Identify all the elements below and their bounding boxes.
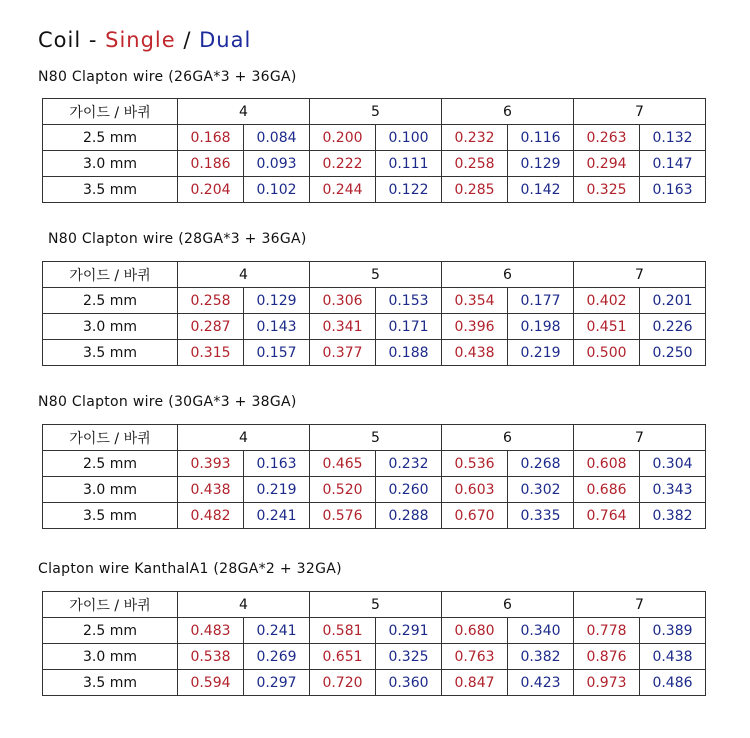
- dual-value-cell: 0.111: [376, 151, 442, 177]
- wrap-count-header-cell: 5: [310, 99, 442, 125]
- dual-value-cell: 0.153: [376, 288, 442, 314]
- single-value-cell: 0.402: [574, 288, 640, 314]
- dual-value-cell: 0.084: [244, 125, 310, 151]
- dual-value-cell: 0.241: [244, 503, 310, 529]
- single-value-cell: 0.482: [178, 503, 244, 529]
- single-value-cell: 0.204: [178, 177, 244, 203]
- dual-value-cell: 0.360: [376, 670, 442, 696]
- table-row: [43, 177, 706, 203]
- table-heading: N80 Clapton wire (30GA*3 + 38GA): [38, 394, 297, 410]
- dual-value-cell: 0.304: [640, 451, 706, 477]
- row-label-cell: 3.5 mm: [43, 670, 178, 696]
- wrap-count-header-cell: 7: [574, 99, 706, 125]
- dual-value-cell: 0.100: [376, 125, 442, 151]
- wrap-count-header-cell: 4: [178, 425, 310, 451]
- table-row: [43, 340, 706, 366]
- header-label-cell: 가이드 / 바퀴: [43, 592, 178, 618]
- single-value-cell: 0.315: [178, 340, 244, 366]
- single-value-cell: 0.581: [310, 618, 376, 644]
- single-value-cell: 0.500: [574, 340, 640, 366]
- single-value-cell: 0.258: [442, 151, 508, 177]
- single-value-cell: 0.576: [310, 503, 376, 529]
- resistance-table: [42, 424, 706, 529]
- dual-value-cell: 0.116: [508, 125, 574, 151]
- table-row: [43, 151, 706, 177]
- row-label-cell: 2.5 mm: [43, 125, 178, 151]
- header-label-cell: 가이드 / 바퀴: [43, 262, 178, 288]
- title-single: Single: [105, 28, 176, 52]
- single-value-cell: 0.651: [310, 644, 376, 670]
- single-value-cell: 0.465: [310, 451, 376, 477]
- wrap-count-header-cell: 5: [310, 592, 442, 618]
- row-label-cell: 3.5 mm: [43, 177, 178, 203]
- resistance-table: [42, 591, 706, 696]
- dual-value-cell: 0.143: [244, 314, 310, 340]
- single-value-cell: 0.520: [310, 477, 376, 503]
- wrap-count-header-cell: 5: [310, 262, 442, 288]
- dual-value-cell: 0.250: [640, 340, 706, 366]
- single-value-cell: 0.764: [574, 503, 640, 529]
- wrap-count-header-cell: 7: [574, 592, 706, 618]
- single-value-cell: 0.720: [310, 670, 376, 696]
- table-row: [43, 618, 706, 644]
- single-value-cell: 0.325: [574, 177, 640, 203]
- table-row: [43, 670, 706, 696]
- dual-value-cell: 0.269: [244, 644, 310, 670]
- dual-value-cell: 0.382: [508, 644, 574, 670]
- table-row: [43, 314, 706, 340]
- dual-value-cell: 0.335: [508, 503, 574, 529]
- row-label-cell: 3.5 mm: [43, 340, 178, 366]
- table-heading: N80 Clapton wire (28GA*3 + 36GA): [48, 231, 307, 247]
- wrap-count-header-cell: 6: [442, 425, 574, 451]
- dual-value-cell: 0.129: [244, 288, 310, 314]
- dual-value-cell: 0.423: [508, 670, 574, 696]
- table-row: [43, 477, 706, 503]
- dual-value-cell: 0.129: [508, 151, 574, 177]
- single-value-cell: 0.263: [574, 125, 640, 151]
- single-value-cell: 0.763: [442, 644, 508, 670]
- single-value-cell: 0.670: [442, 503, 508, 529]
- single-value-cell: 0.287: [178, 314, 244, 340]
- row-label-cell: 3.0 mm: [43, 151, 178, 177]
- page-title: [38, 28, 251, 52]
- row-label-cell: 3.0 mm: [43, 477, 178, 503]
- dual-value-cell: 0.093: [244, 151, 310, 177]
- dual-value-cell: 0.171: [376, 314, 442, 340]
- single-value-cell: 0.483: [178, 618, 244, 644]
- wrap-count-header-cell: 7: [574, 425, 706, 451]
- dual-value-cell: 0.157: [244, 340, 310, 366]
- dual-value-cell: 0.102: [244, 177, 310, 203]
- table-header-row: [43, 99, 706, 125]
- single-value-cell: 0.377: [310, 340, 376, 366]
- table-header-row: [43, 262, 706, 288]
- dual-value-cell: 0.340: [508, 618, 574, 644]
- table-row: [43, 644, 706, 670]
- single-value-cell: 0.294: [574, 151, 640, 177]
- table-row: [43, 288, 706, 314]
- wrap-count-header-cell: 6: [442, 592, 574, 618]
- wrap-count-header-cell: 5: [310, 425, 442, 451]
- wrap-count-header-cell: 4: [178, 262, 310, 288]
- single-value-cell: 0.438: [442, 340, 508, 366]
- row-label-cell: 2.5 mm: [43, 451, 178, 477]
- single-value-cell: 0.538: [178, 644, 244, 670]
- dual-value-cell: 0.260: [376, 477, 442, 503]
- dual-value-cell: 0.241: [244, 618, 310, 644]
- table-row: [43, 125, 706, 151]
- single-value-cell: 0.258: [178, 288, 244, 314]
- dual-value-cell: 0.177: [508, 288, 574, 314]
- single-value-cell: 0.438: [178, 477, 244, 503]
- row-label-cell: 3.5 mm: [43, 503, 178, 529]
- single-value-cell: 0.680: [442, 618, 508, 644]
- dual-value-cell: 0.219: [244, 477, 310, 503]
- dual-value-cell: 0.219: [508, 340, 574, 366]
- dual-value-cell: 0.343: [640, 477, 706, 503]
- dual-value-cell: 0.382: [640, 503, 706, 529]
- row-label-cell: 2.5 mm: [43, 618, 178, 644]
- wrap-count-header-cell: 7: [574, 262, 706, 288]
- single-value-cell: 0.451: [574, 314, 640, 340]
- single-value-cell: 0.608: [574, 451, 640, 477]
- wrap-count-header-cell: 6: [442, 262, 574, 288]
- resistance-table: [42, 98, 706, 203]
- dual-value-cell: 0.147: [640, 151, 706, 177]
- wrap-count-header-cell: 4: [178, 592, 310, 618]
- single-value-cell: 0.686: [574, 477, 640, 503]
- wrap-count-header-cell: 6: [442, 99, 574, 125]
- dual-value-cell: 0.297: [244, 670, 310, 696]
- single-value-cell: 0.222: [310, 151, 376, 177]
- single-value-cell: 0.168: [178, 125, 244, 151]
- single-value-cell: 0.232: [442, 125, 508, 151]
- single-value-cell: 0.847: [442, 670, 508, 696]
- single-value-cell: 0.396: [442, 314, 508, 340]
- title-dual: Dual: [199, 28, 252, 52]
- dual-value-cell: 0.288: [376, 503, 442, 529]
- single-value-cell: 0.186: [178, 151, 244, 177]
- dual-value-cell: 0.163: [640, 177, 706, 203]
- dual-value-cell: 0.268: [508, 451, 574, 477]
- row-label-cell: 3.0 mm: [43, 644, 178, 670]
- single-value-cell: 0.244: [310, 177, 376, 203]
- table-header-row: [43, 592, 706, 618]
- dual-value-cell: 0.232: [376, 451, 442, 477]
- header-label-cell: 가이드 / 바퀴: [43, 99, 178, 125]
- dual-value-cell: 0.438: [640, 644, 706, 670]
- wrap-count-header-cell: 4: [178, 99, 310, 125]
- single-value-cell: 0.306: [310, 288, 376, 314]
- table-row: [43, 503, 706, 529]
- single-value-cell: 0.973: [574, 670, 640, 696]
- single-value-cell: 0.876: [574, 644, 640, 670]
- dual-value-cell: 0.389: [640, 618, 706, 644]
- single-value-cell: 0.200: [310, 125, 376, 151]
- dual-value-cell: 0.142: [508, 177, 574, 203]
- single-value-cell: 0.594: [178, 670, 244, 696]
- single-value-cell: 0.393: [178, 451, 244, 477]
- single-value-cell: 0.778: [574, 618, 640, 644]
- dual-value-cell: 0.188: [376, 340, 442, 366]
- single-value-cell: 0.603: [442, 477, 508, 503]
- title-prefix: Coil -: [38, 28, 106, 52]
- table-row: [43, 451, 706, 477]
- dual-value-cell: 0.486: [640, 670, 706, 696]
- dual-value-cell: 0.132: [640, 125, 706, 151]
- dual-value-cell: 0.302: [508, 477, 574, 503]
- dual-value-cell: 0.291: [376, 618, 442, 644]
- row-label-cell: 2.5 mm: [43, 288, 178, 314]
- single-value-cell: 0.354: [442, 288, 508, 314]
- single-value-cell: 0.285: [442, 177, 508, 203]
- dual-value-cell: 0.122: [376, 177, 442, 203]
- table-heading: Clapton wire KanthalA1 (28GA*2 + 32GA): [38, 561, 342, 577]
- table-heading: N80 Clapton wire (26GA*3 + 36GA): [38, 69, 297, 85]
- dual-value-cell: 0.226: [640, 314, 706, 340]
- dual-value-cell: 0.201: [640, 288, 706, 314]
- resistance-table: [42, 261, 706, 366]
- dual-value-cell: 0.163: [244, 451, 310, 477]
- single-value-cell: 0.341: [310, 314, 376, 340]
- row-label-cell: 3.0 mm: [43, 314, 178, 340]
- dual-value-cell: 0.325: [376, 644, 442, 670]
- header-label-cell: 가이드 / 바퀴: [43, 425, 178, 451]
- table-header-row: [43, 425, 706, 451]
- title-slash: /: [175, 28, 200, 52]
- single-value-cell: 0.536: [442, 451, 508, 477]
- dual-value-cell: 0.198: [508, 314, 574, 340]
